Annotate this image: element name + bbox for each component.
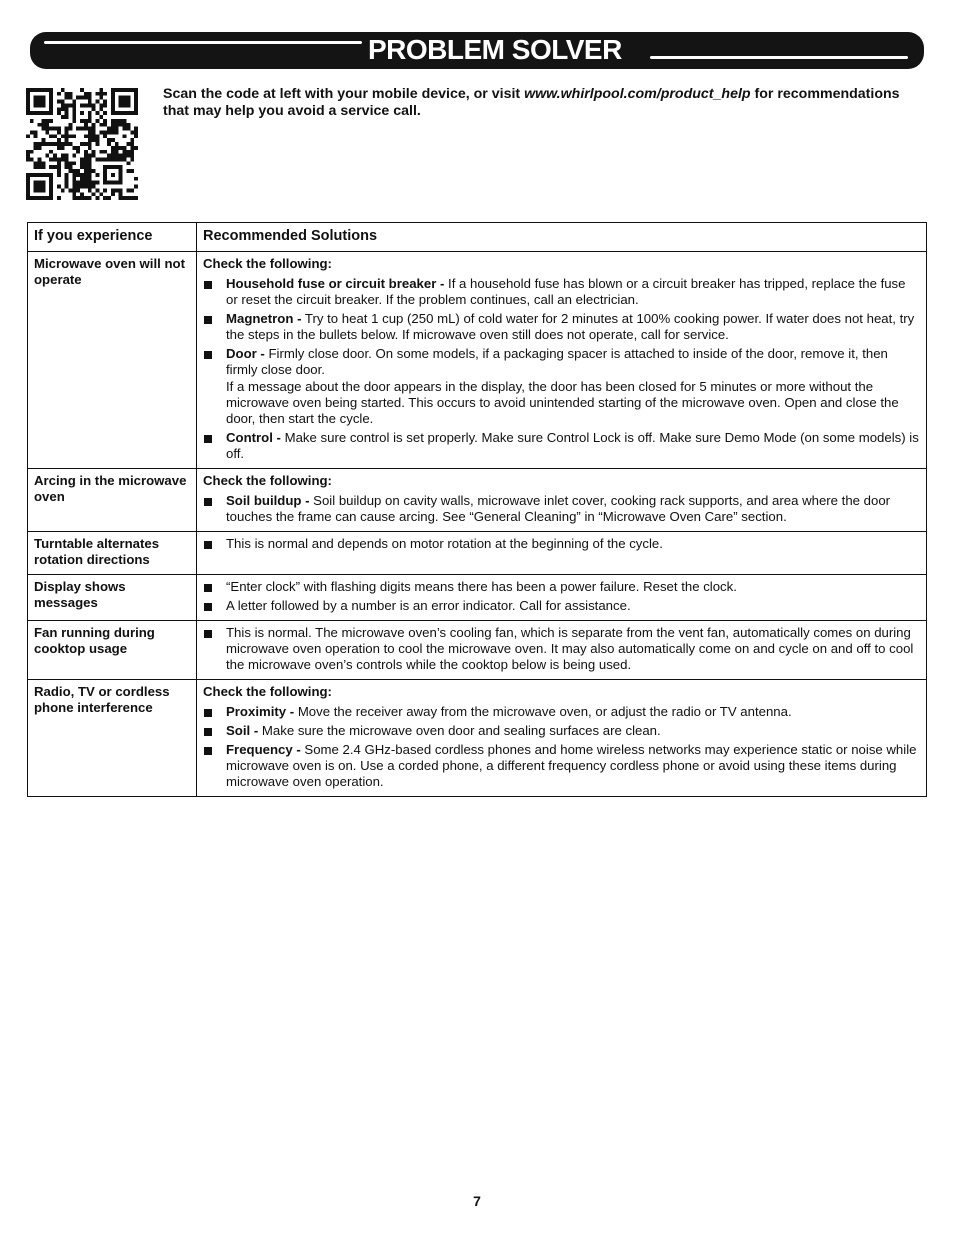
- list-item: [203, 704, 920, 720]
- solution-term: Frequency -: [226, 742, 301, 757]
- table-row: [28, 575, 927, 621]
- page-title: PROBLEM SOLVER: [368, 34, 622, 65]
- header-if-you-experience: If you experience: [28, 223, 197, 252]
- table-row: [28, 469, 927, 532]
- table-row: [28, 621, 927, 680]
- square-bullet-icon: [204, 281, 212, 289]
- square-bullet-icon: [204, 316, 212, 324]
- solution-cell: [197, 532, 927, 575]
- solution-cell: [197, 575, 927, 621]
- check-following-label: Check the following:: [203, 473, 332, 488]
- solution-text: Move the receiver away from the microwave oven, or adjust the radio or TV antenna.: [294, 704, 792, 719]
- table-row: [28, 680, 927, 797]
- header-recommended-solutions: Recommended Solutions: [197, 223, 927, 252]
- square-bullet-icon: [204, 435, 212, 443]
- solution-text: Make sure the microwave oven door and sealing surfaces are clean.: [258, 723, 661, 738]
- solution-text: Try to heat 1 cup (250 mL) of cold water for 2 minutes at 100% cooking power. If water does not heat, try the steps in the bullets below. If microwave oven still does not operate, call for service.: [226, 311, 915, 342]
- solution-term: Soil -: [226, 723, 259, 738]
- solution-term: Proximity -: [226, 704, 295, 719]
- solution-cell: [197, 469, 927, 532]
- square-bullet-icon: [204, 498, 212, 506]
- solution-text: Soil buildup on cavity walls, microwave inlet cover, cooking rack supports, and area where the door touches the frame can cause arcing. See “General Cleaning” in “Microwave Oven Care” section.: [226, 493, 891, 524]
- qr-code[interactable]: [26, 88, 138, 200]
- solution-text: Some 2.4 GHz-based cordless phones and home wireless networks may experience static or noise while microwave oven is on. Use a corded phone, a different frequency cordless phone or avoid using these items during microwave oven operation.: [226, 742, 917, 789]
- solution-list: [203, 536, 920, 552]
- problem-cell: Fan running during cooktop usage: [28, 621, 197, 680]
- solution-term: Household fuse or circuit breaker -: [226, 276, 445, 291]
- section-banner: [30, 32, 924, 69]
- square-bullet-icon: [204, 728, 212, 736]
- list-item: [203, 625, 920, 673]
- square-bullet-icon: [204, 351, 212, 359]
- square-bullet-icon: [204, 747, 212, 755]
- product-help-link[interactable]: www.whirlpool.com/product_help: [524, 86, 751, 102]
- solution-text: If a household fuse has blown or a circuit breaker has tripped, replace the fuse or reset the circuit breaker. If the problem continues, call an electrician.: [226, 276, 906, 307]
- solution-text: “Enter clock” with flashing digits means there has been a power failure. Reset the clock.: [226, 579, 737, 594]
- solution-list: [203, 579, 920, 614]
- solution-list: [203, 704, 920, 790]
- table-header-row: [28, 223, 927, 252]
- problem-cell: Microwave oven will not operate: [28, 252, 197, 469]
- problem-cell: Display shows messages: [28, 575, 197, 621]
- check-following-label: Check the following:: [203, 684, 332, 699]
- table-row: [28, 532, 927, 575]
- intro-text-after: for recommendations that may help you avoid a service call.: [163, 86, 900, 119]
- list-item: [203, 311, 920, 343]
- list-item: [203, 723, 920, 739]
- solution-term: Soil buildup -: [226, 493, 310, 508]
- problem-solver-table: [27, 222, 927, 797]
- solution-cell: [197, 252, 927, 469]
- list-item: [203, 276, 920, 308]
- list-item: [203, 346, 920, 427]
- solution-cell: [197, 621, 927, 680]
- square-bullet-icon: [204, 709, 212, 717]
- intro-text-before: Scan the code at left with your mobile device, or visit: [163, 86, 525, 102]
- list-item: [203, 742, 920, 790]
- list-item: [203, 598, 920, 614]
- list-item: [203, 579, 920, 595]
- check-following-label: Check the following:: [203, 256, 332, 271]
- square-bullet-icon: [204, 584, 212, 592]
- list-item: [203, 536, 920, 552]
- square-bullet-icon: [204, 603, 212, 611]
- solution-note: If a message about the door appears in the display, the door has been closed for 5 minutes or more without the microwave oven being started. This occurs to avoid unintended starting of the microwave oven. Open and close the door, then start the cycle.: [226, 379, 899, 426]
- solution-term: Door -: [226, 346, 265, 361]
- square-bullet-icon: [204, 541, 212, 549]
- solution-list: [203, 625, 920, 673]
- solution-text: This is normal and depends on motor rotation at the beginning of the cycle.: [226, 536, 663, 551]
- table-row: [28, 252, 927, 469]
- solution-list: [203, 493, 920, 525]
- list-item: [203, 493, 920, 525]
- list-item: [203, 430, 920, 462]
- square-bullet-icon: [204, 630, 212, 638]
- solution-term: Control -: [226, 430, 281, 445]
- problem-cell: Turntable alternates rotation directions: [28, 532, 197, 575]
- solution-term: Magnetron -: [226, 311, 302, 326]
- solution-text: This is normal. The microwave oven’s cooling fan, which is separate from the vent fan, automatically comes on during microwave oven operation to cool the microwave oven. It may also automatically come on and cycle on and off to cool the microwave oven’s controls while the cooktop below is being used.: [226, 625, 914, 672]
- solution-text: Make sure control is set properly. Make sure Control Lock is off. Make sure Demo Mode (on some models) is off.: [226, 430, 919, 461]
- solution-text: A letter followed by a number is an error indicator. Call for assistance.: [226, 598, 631, 613]
- problem-cell: Radio, TV or cordless phone interference: [28, 680, 197, 797]
- solution-text: Firmly close door. On some models, if a packaging spacer is attached to inside of the door, remove it, then firmly close door.: [226, 346, 888, 377]
- solution-cell: [197, 680, 927, 797]
- problem-cell: Arcing in the microwave oven: [28, 469, 197, 532]
- solution-list: [203, 276, 920, 462]
- page-number: 7: [473, 1193, 481, 1209]
- banner-rule-right: [650, 56, 908, 59]
- intro-text: [163, 86, 903, 120]
- banner-rule-left: [44, 41, 362, 44]
